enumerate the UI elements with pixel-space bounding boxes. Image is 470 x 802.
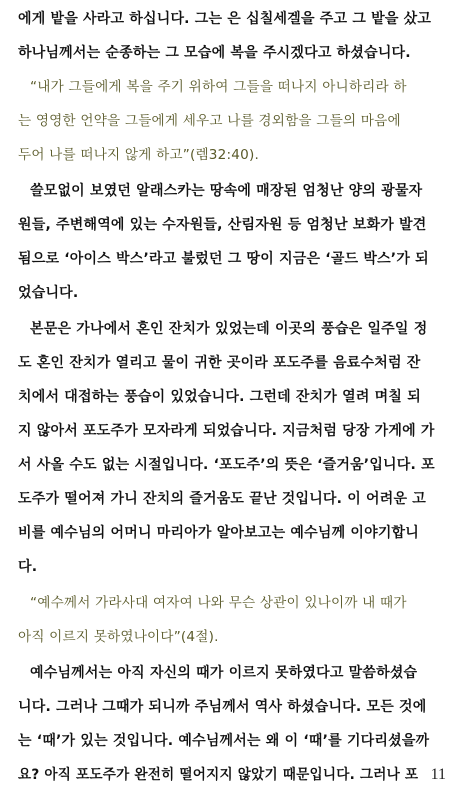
- text-line: 지 않아서 포도주가 모자라게 되었습니다. 지금처럼 당장 가게에 가: [18, 423, 435, 439]
- text-line: 예수님께서는 아직 자신의 때가 이르지 못하였다고 말씀하셨습: [30, 665, 418, 681]
- text-line: 쓸모없이 보였던 알래스카는 땅속에 매장된 엄청난 양의 광물자: [30, 183, 423, 199]
- text-line: 됨으로 ‘아이스 박스’라고 불렀던 그 땅이 지금은 ‘골드 박스’가 되: [18, 251, 429, 267]
- quote-line: 두어 나를 떠나지 않게 하고”(렘32:40).: [18, 147, 260, 163]
- quote-line: 는 영영한 언약을 그들에게 세우고 나를 경외함을 그들의 마음에: [18, 113, 401, 129]
- quote-line: 아직 이르지 못하였나이다”(4절).: [18, 629, 219, 645]
- quote-line: “예수께서 가라사대 여자여 나와 무슨 상관이 있나이까 내 때가: [30, 595, 407, 611]
- text-line: 도주가 떨어져 가니 잔치의 즐거움도 끝난 것입니다. 이 어려운 고: [18, 491, 427, 507]
- text-line: 었습니다.: [18, 285, 79, 301]
- text-line: 비를 예수님의 어머니 마리아가 알아보고는 예수님께 이야기합니: [18, 525, 419, 541]
- quote-line: “내가 그들에게 복을 주기 위하여 그들을 떠나지 아니하리라 하: [30, 79, 407, 95]
- text-line: 본문은 가나에서 혼인 잔치가 있었는데 이곳의 풍습은 일주일 정: [30, 321, 428, 337]
- text-line: 니다. 그러나 그때가 되니까 주님께서 역사 하셨습니다. 모든 것에: [18, 699, 427, 715]
- text-line: 에게 밭을 사라고 하십니다. 그는 은 십칠세겔을 주고 그 밭을 샀고: [18, 11, 432, 27]
- text-line: 도 혼인 잔치가 열리고 물이 귀한 곳이라 포도주를 음료수처럼 잔: [18, 355, 421, 371]
- text-line: 요? 아직 포도주가 완전히 떨어지지 않았기 때문입니다. 그러나 포: [18, 767, 419, 783]
- text-line: 치에서 대접하는 풍습이 있었습니다. 그런데 잔치가 열려 며칠 되: [18, 389, 421, 405]
- text-line: 하나님께서는 순종하는 그 모습에 복을 주시겠다고 하셨습니다.: [18, 45, 411, 61]
- text-line: 서 사올 수도 없는 시절입니다. ‘포도주’의 뜻은 ‘즐거움’입니다. 포: [18, 457, 435, 473]
- text-line: 다.: [18, 559, 38, 575]
- text-line: 는 ‘때’가 있는 것입니다. 예수님께서는 왜 이 ‘때’를 기다리셨을까: [18, 733, 430, 749]
- page-number: 11: [430, 766, 446, 783]
- text-line: 원들, 주변해역에 있는 수자원들, 산림자원 등 엄청난 보화가 발견: [18, 217, 427, 233]
